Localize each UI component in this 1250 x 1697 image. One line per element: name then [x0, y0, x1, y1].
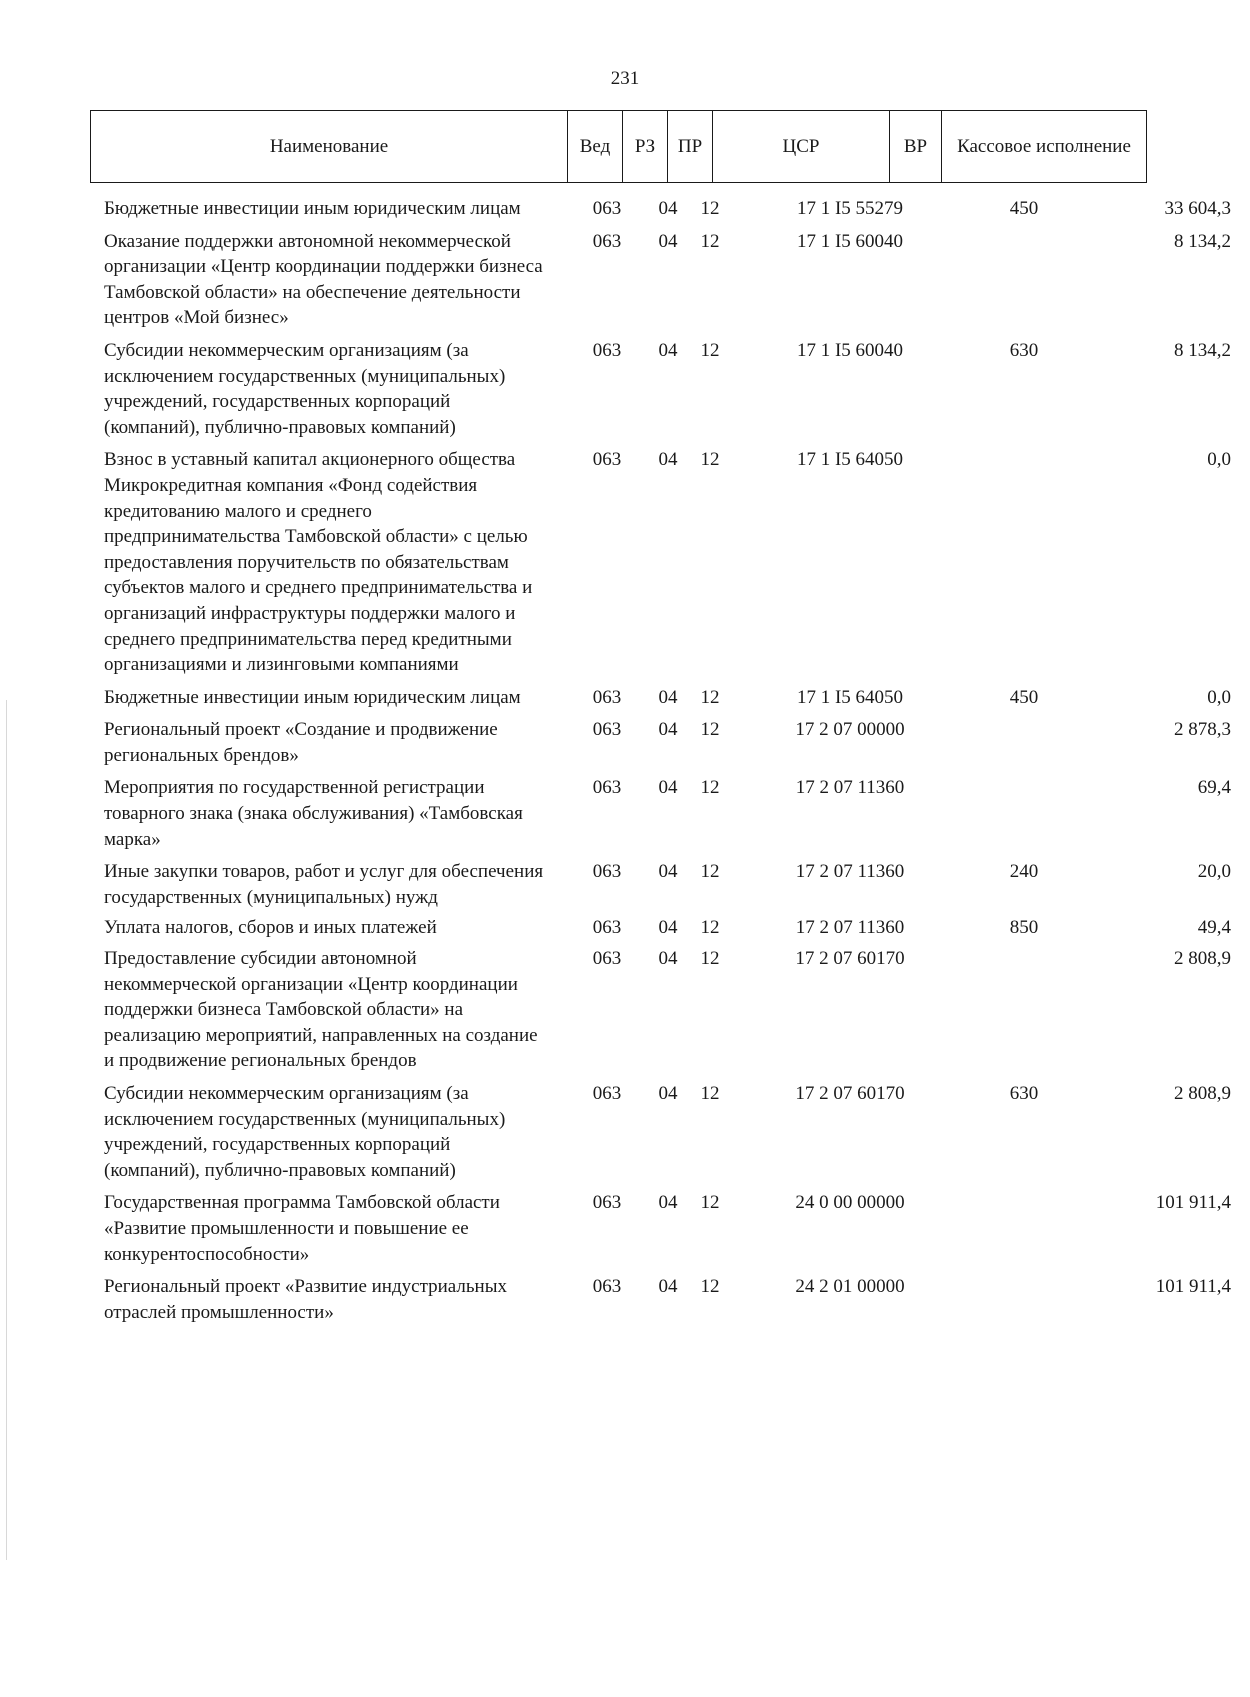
table-row [90, 1190, 1231, 1267]
table-row [90, 946, 1231, 1074]
row-name: Уплата налогов, сборов и иных платежей [104, 917, 437, 939]
row-rz: 04 [658, 917, 678, 939]
table-row [90, 196, 1231, 222]
row-ved: 063 [592, 339, 622, 361]
table-row [90, 1081, 1231, 1183]
row-rz: 04 [658, 198, 678, 219]
row-ved: 063 [592, 449, 622, 471]
header-name: Наименование [91, 111, 568, 183]
row-ved: 063 [592, 777, 622, 799]
row-csr: 17 1 I5 64050 [796, 449, 904, 471]
row-ved: 063 [592, 861, 622, 883]
row-ved: 063 [592, 686, 622, 708]
row-csr: 24 2 01 00000 [795, 1276, 905, 1298]
row-name: Иные закупки товаров, работ и услуг для обеспечения государственных (муниципальных) нужд [104, 861, 544, 908]
row-ved: 063 [592, 719, 622, 741]
row-rz: 04 [658, 339, 678, 361]
header-vr: ВР [890, 111, 942, 183]
row-name: Бюджетные инвестиции иным юридическим лицам [104, 686, 521, 708]
row-ved: 063 [592, 230, 622, 252]
row-vr: 240 [1009, 861, 1039, 883]
row-rz: 04 [658, 719, 678, 741]
row-pr: 12 [700, 1083, 720, 1104]
row-csr: 17 2 07 00000 [795, 719, 905, 741]
row-pr: 12 [700, 777, 720, 799]
table-row [90, 859, 1231, 910]
page-number: 231 [610, 68, 640, 89]
row-name: Оказание поддержки автономной некоммерческой организации «Центр координации поддержки бизнеса Тамбовской области» на обеспечение деятельности центров «Мой бизнес» [104, 230, 543, 329]
row-name: Субсидии некоммерческим организациям (за исключением государственных (муниципальных) учреждений, государственных корпораций (компаний), публично-правовых компаний) [104, 339, 506, 438]
table-row [90, 775, 1231, 852]
row-name: Субсидии некоммерческим организациям (за исключением государственных (муниципальных) учреждений, государственных корпораций (компаний), публично-правовых компаний) [104, 1083, 506, 1181]
row-ved: 063 [592, 1083, 622, 1104]
row-csr: 17 2 07 11360 [795, 777, 905, 799]
row-vr: 630 [1009, 339, 1039, 361]
row-vr: 850 [1009, 917, 1039, 939]
row-amount: 101 911,4 [1155, 1276, 1231, 1298]
row-name: Взнос в уставный капитал акционерного общества Микрокредитная компания «Фонд содействия кредитованию малого и среднего предпринимательства Тамбовской области» с целью предоставления поручительств по обязательствам субъектов малого и среднего предпринимательства и организаций инфраструктуры поддержки малого и среднего предпринимательства перед кредитными организациями и лизинговыми компаниями [104, 449, 533, 676]
row-name: Мероприятия по государственной регистрации товарного знака (знака обслуживания) «Тамбовская марка» [104, 777, 523, 850]
row-vr: 450 [1009, 686, 1039, 708]
row-pr: 12 [700, 449, 720, 471]
table-row [90, 338, 1231, 440]
row-rz: 04 [658, 1192, 678, 1214]
row-amount: 69,4 [1197, 777, 1231, 799]
scan-edge-mark [6, 700, 7, 1560]
row-name: Бюджетные инвестиции иным юридическим лицам [104, 198, 521, 219]
row-pr: 12 [700, 948, 720, 970]
row-ved: 063 [592, 1276, 622, 1298]
table-row [90, 717, 1231, 768]
header-pr: ПР [668, 111, 713, 183]
row-csr: 17 1 I5 64050 [796, 686, 904, 708]
row-amount: 8 134,2 [1174, 230, 1231, 252]
row-name: Региональный проект «Развитие индустриальных отраслей промышленности» [104, 1276, 507, 1323]
row-name: Государственная программа Тамбовской области «Развитие промышленности и повышение ее конкурентоспособности» [104, 1192, 500, 1265]
table-row [90, 229, 1231, 331]
row-amount: 2 808,9 [1174, 948, 1231, 970]
row-rz: 04 [658, 1276, 678, 1298]
row-ved: 063 [592, 948, 622, 970]
row-amount: 2 808,9 [1174, 1083, 1231, 1104]
row-amount: 0,0 [1207, 449, 1231, 471]
row-csr: 17 2 07 60170 [795, 948, 905, 970]
row-ved: 063 [592, 1192, 622, 1214]
table-row [90, 685, 1231, 711]
row-csr: 17 2 07 11360 [795, 861, 905, 883]
row-pr: 12 [700, 339, 720, 361]
row-rz: 04 [658, 777, 678, 799]
row-amount: 33 604,3 [1164, 198, 1231, 219]
row-amount: 0,0 [1207, 686, 1231, 708]
table-row [90, 1274, 1231, 1325]
row-csr: 17 1 I5 55279 [796, 198, 904, 219]
table-row [90, 915, 1231, 941]
row-amount: 49,4 [1197, 917, 1231, 939]
row-vr: 630 [1009, 1083, 1039, 1104]
row-csr: 17 1 I5 60040 [796, 339, 904, 361]
row-rz: 04 [658, 861, 678, 883]
row-amount: 101 911,4 [1155, 1192, 1231, 1214]
row-csr: 17 2 07 11360 [795, 917, 905, 939]
row-rz: 04 [658, 686, 678, 708]
row-rz: 04 [658, 1083, 678, 1104]
row-ved: 063 [592, 917, 622, 939]
row-name: Предоставление субсидии автономной некоммерческой организации «Центр координации поддержки бизнеса Тамбовской области» на реализацию мероприятий, направленных на создание и продвижение региональных брендов [104, 948, 538, 1072]
table-row [90, 447, 1231, 677]
header-ved: Вед [568, 111, 623, 183]
row-csr: 17 2 07 60170 [795, 1083, 905, 1104]
row-pr: 12 [700, 230, 720, 252]
row-csr: 24 0 00 00000 [795, 1192, 905, 1214]
row-rz: 04 [658, 948, 678, 970]
row-pr: 12 [700, 719, 720, 741]
table-header [90, 110, 1147, 183]
row-pr: 12 [700, 1192, 720, 1214]
row-name: Региональный проект «Создание и продвижение региональных брендов» [104, 719, 498, 766]
row-pr: 12 [700, 861, 720, 883]
row-rz: 04 [658, 230, 678, 252]
row-amount: 20,0 [1197, 861, 1231, 883]
row-amount: 2 878,3 [1174, 719, 1231, 741]
row-csr: 17 1 I5 60040 [796, 230, 904, 252]
header-amount: Кассовое исполнение [942, 111, 1147, 183]
header-rz: РЗ [623, 111, 668, 183]
row-pr: 12 [700, 686, 720, 708]
row-rz: 04 [658, 449, 678, 471]
header-csr: ЦСР [713, 111, 890, 183]
row-pr: 12 [700, 198, 720, 219]
row-vr: 450 [1009, 198, 1039, 219]
row-pr: 12 [700, 1276, 720, 1298]
row-amount: 8 134,2 [1174, 339, 1231, 361]
row-pr: 12 [700, 917, 720, 939]
row-ved: 063 [592, 198, 622, 219]
table-body [90, 196, 1231, 1325]
